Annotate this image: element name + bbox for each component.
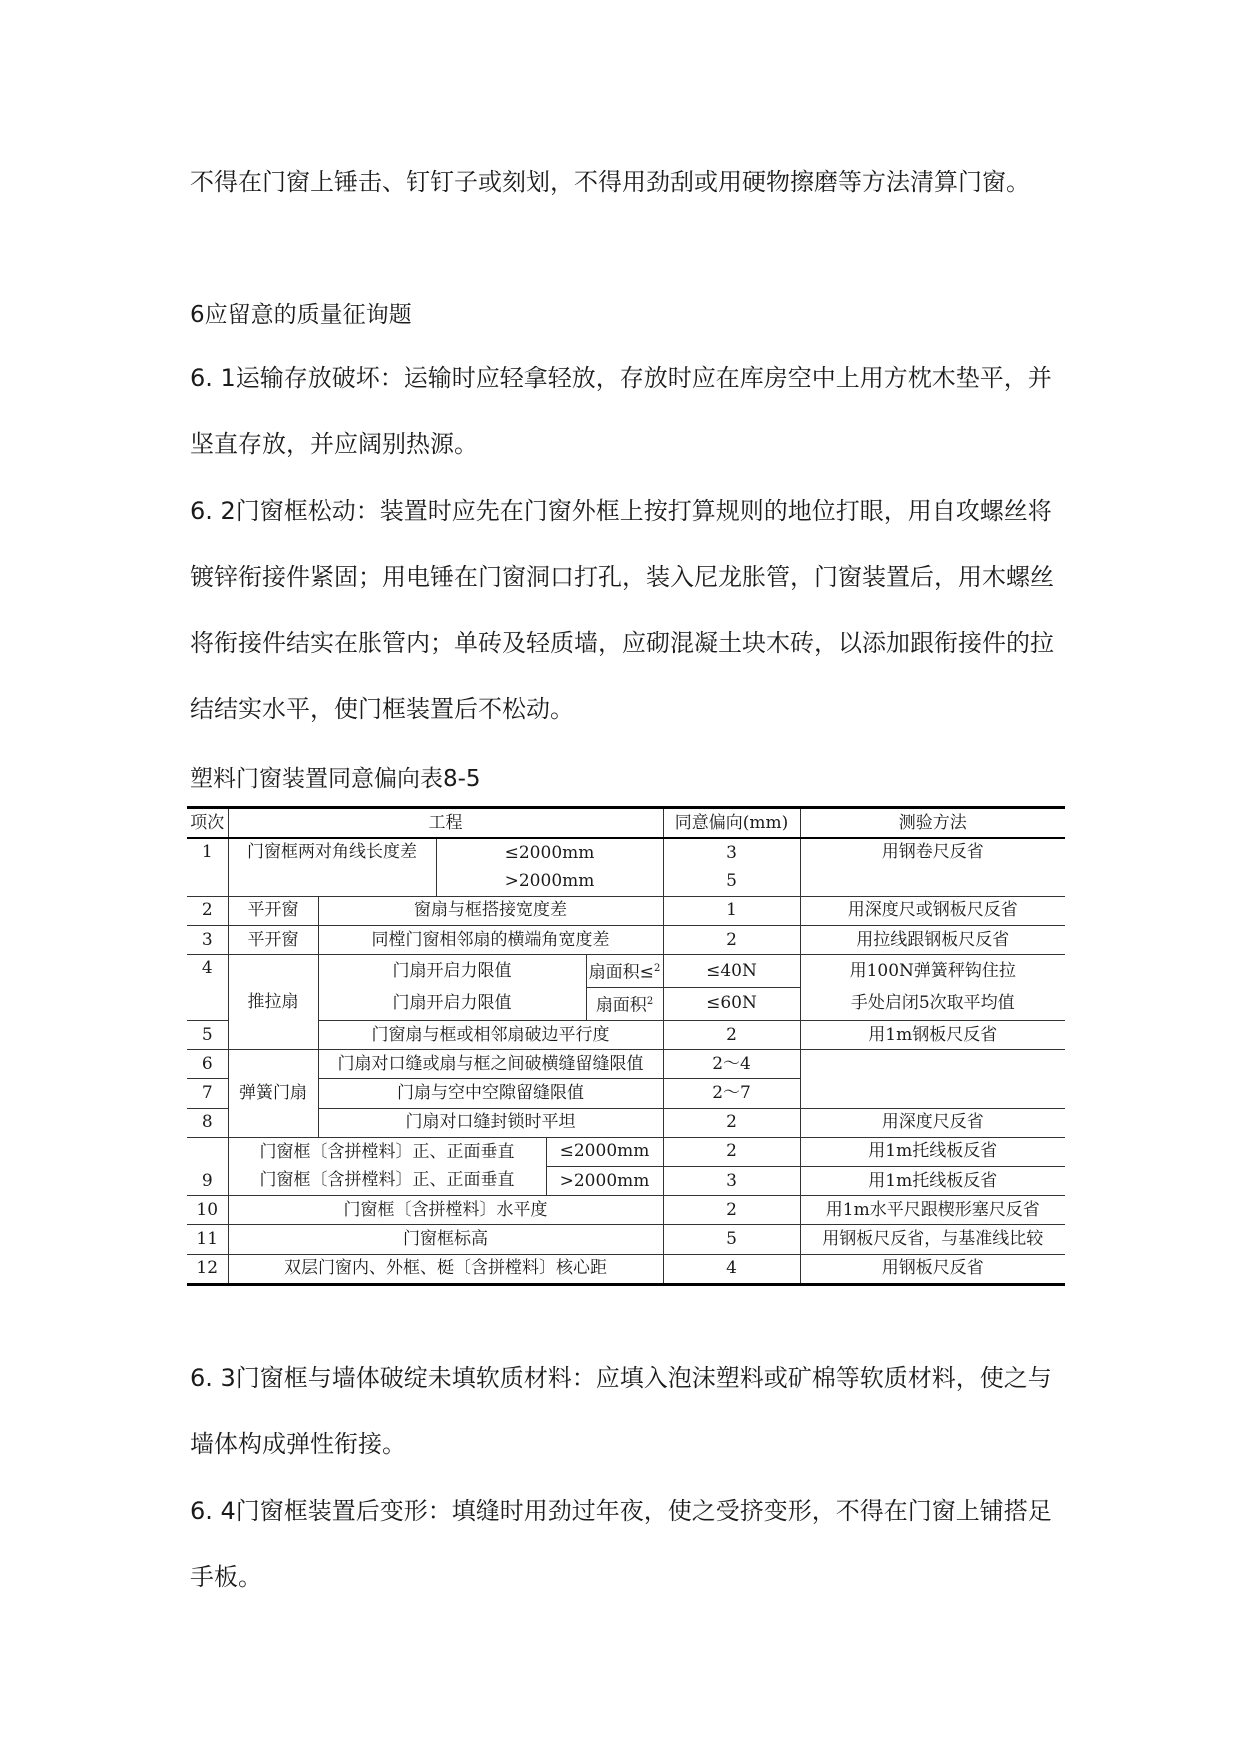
row-condition: 扇面积$^2$ bbox=[586, 988, 663, 1021]
row-item: 门窗框标高 bbox=[228, 1225, 663, 1254]
paragraph-6-3: 6. 3门窗框与墙体破绽未填软质材料：应填入泡沫塑料或矿棉等软质材料，使之与墙体构成弹性衔接。 bbox=[190, 1364, 1052, 1458]
row-deviation: 2 bbox=[663, 1137, 800, 1166]
row-method: 用深度尺或钢板尺反省 bbox=[800, 896, 1065, 925]
table-row bbox=[187, 896, 1065, 925]
header-method: 测验方法 bbox=[800, 808, 1065, 839]
row-item: 门窗框〔含拼樘料〕正、正面垂直 bbox=[228, 1137, 546, 1166]
paragraph-6-1: 6. 1运输存放破坏：运输时应轻拿轻放，存放时应在库房空中上用方枕木垫平，并坚直存放，并应阔别热源。 bbox=[190, 364, 1052, 458]
row-deviation: 2 bbox=[663, 1020, 800, 1049]
header-deviation: 同意偏向(mm) bbox=[663, 808, 800, 839]
table-row bbox=[187, 1225, 1065, 1254]
row-no: 1 bbox=[187, 838, 228, 896]
row-condition: >2000mm bbox=[546, 1167, 663, 1196]
row-deviation: 4 bbox=[663, 1254, 800, 1284]
row-deviation: 5 bbox=[663, 867, 800, 896]
row-no: 11 bbox=[187, 1225, 228, 1254]
table-row bbox=[187, 1137, 1065, 1166]
row-item: 门扇开启力限值 bbox=[318, 988, 586, 1021]
row-item: 门窗框〔含拼樘料〕水平度 bbox=[228, 1196, 663, 1225]
row-method: 用拉线跟钢板尺反省 bbox=[800, 925, 1065, 954]
row-method: 用1m托线板反省 bbox=[800, 1137, 1065, 1166]
row-no: 7 bbox=[187, 1079, 228, 1108]
row-item: 同樘门窗相邻扇的横端角宽度差 bbox=[318, 925, 663, 954]
row-deviation: 2 bbox=[663, 1108, 800, 1137]
row-method: 用钢板尺反省 bbox=[800, 1254, 1065, 1284]
row-no: 9 bbox=[187, 1137, 228, 1195]
section-heading-6: 6应留意的质量征询题 bbox=[190, 302, 412, 328]
row-method: 用1m水平尺跟楔形塞尺反省 bbox=[800, 1196, 1065, 1225]
row-condition: ≤2000mm bbox=[436, 838, 663, 867]
row-method-empty bbox=[800, 1050, 1065, 1108]
table-row bbox=[187, 1050, 1065, 1079]
table-row bbox=[187, 1254, 1065, 1284]
table-row bbox=[187, 1167, 1065, 1196]
row-deviation: 3 bbox=[663, 838, 800, 867]
table-row bbox=[187, 1108, 1065, 1137]
table-row bbox=[187, 838, 1065, 867]
row-no: 10 bbox=[187, 1196, 228, 1225]
row-method: 用100N弹簧秤钩住拉 bbox=[800, 955, 1065, 988]
row-method: 用1m托线板反省 bbox=[800, 1167, 1065, 1196]
table-header-row bbox=[187, 808, 1065, 839]
header-item: 工程 bbox=[228, 808, 663, 839]
row-condition: ≤2000mm bbox=[546, 1137, 663, 1166]
row-item: 门窗框〔含拼樘料〕正、正面垂直 bbox=[228, 1167, 546, 1196]
row-item: 窗扇与框搭接宽度差 bbox=[318, 896, 663, 925]
row-deviation: 3 bbox=[663, 1167, 800, 1196]
row-item: 门窗框两对角线长度差 bbox=[228, 838, 436, 896]
row-item: 门扇对口缝或扇与框之间破横缝留缝限值 bbox=[318, 1050, 663, 1079]
row-group: 弹簧门扇 bbox=[228, 1050, 318, 1138]
row-no: 4 bbox=[187, 955, 228, 988]
row-no-empty bbox=[187, 988, 228, 1021]
row-method: 手处启闭5次取平均值 bbox=[800, 988, 1065, 1021]
header-no: 项次 bbox=[187, 808, 228, 839]
row-deviation: 2 bbox=[663, 925, 800, 954]
row-item: 门扇对口缝封锁时平坦 bbox=[318, 1108, 663, 1137]
row-deviation: 2～4 bbox=[663, 1050, 800, 1079]
paragraph-6-4: 6. 4门窗框装置后变形：填缝时用劲过年夜，使之受挤变形，不得在门窗上铺搭足手板。 bbox=[190, 1497, 1052, 1591]
table-row bbox=[187, 925, 1065, 954]
deviation-table bbox=[187, 806, 1065, 1286]
row-condition: >2000mm bbox=[436, 867, 663, 896]
row-no: 6 bbox=[187, 1050, 228, 1079]
row-item: 双层门窗内、外框、梃〔含拼樘料〕核心距 bbox=[228, 1254, 663, 1284]
row-deviation: 2～7 bbox=[663, 1079, 800, 1108]
row-group: 推拉扇 bbox=[228, 955, 318, 1050]
row-no: 3 bbox=[187, 925, 228, 954]
row-method: 用钢板尺反省，与基准线比较 bbox=[800, 1225, 1065, 1254]
row-method: 用1m钢板尺反省 bbox=[800, 1020, 1065, 1049]
row-no: 2 bbox=[187, 896, 228, 925]
row-no: 12 bbox=[187, 1254, 228, 1284]
row-deviation: ≤40N bbox=[663, 955, 800, 988]
row-method: 用深度尺反省 bbox=[800, 1108, 1065, 1137]
row-deviation: ≤60N bbox=[663, 988, 800, 1021]
row-item: 门窗扇与框或相邻扇破边平行度 bbox=[318, 1020, 663, 1049]
row-deviation: 2 bbox=[663, 1196, 800, 1225]
table-row bbox=[187, 988, 1065, 1021]
row-condition: 扇面积≤$^2$ bbox=[586, 955, 663, 988]
row-group: 平开窗 bbox=[228, 896, 318, 925]
row-method: 用钢卷尺反省 bbox=[800, 838, 1065, 896]
table-row bbox=[187, 1196, 1065, 1225]
table-row bbox=[187, 1020, 1065, 1049]
row-no: 8 bbox=[187, 1108, 228, 1137]
row-item: 门扇开启力限值 bbox=[318, 955, 586, 988]
row-group: 平开窗 bbox=[228, 925, 318, 954]
paragraph-6-2: 6. 2门窗框松动：装置时应先在门窗外框上按打算规则的地位打眼，用自攻螺丝将镀锌衔接件紧固；用电锤在门窗洞口打孔，装入尼龙胀管，门窗装置后，用木螺丝将衔接件结实在胀管内；单砖及轻质墙，应砌混凝土块木砖，以添加跟衔接件的拉结结实水平，使门框装置后不松动。 bbox=[190, 497, 1054, 723]
paragraph-cleaning: 不得在门窗上锤击、钉钉子或刻划，不得用劲刮或用硬物擦磨等方法清算门窗。 bbox=[190, 168, 1030, 196]
table-row bbox=[187, 955, 1065, 988]
row-deviation: 5 bbox=[663, 1225, 800, 1254]
table-title: 塑料门窗装置同意偏向表8-5 bbox=[190, 766, 481, 792]
row-no: 5 bbox=[187, 1020, 228, 1049]
row-item: 门扇与空中空隙留缝限值 bbox=[318, 1079, 663, 1108]
row-deviation: 1 bbox=[663, 896, 800, 925]
